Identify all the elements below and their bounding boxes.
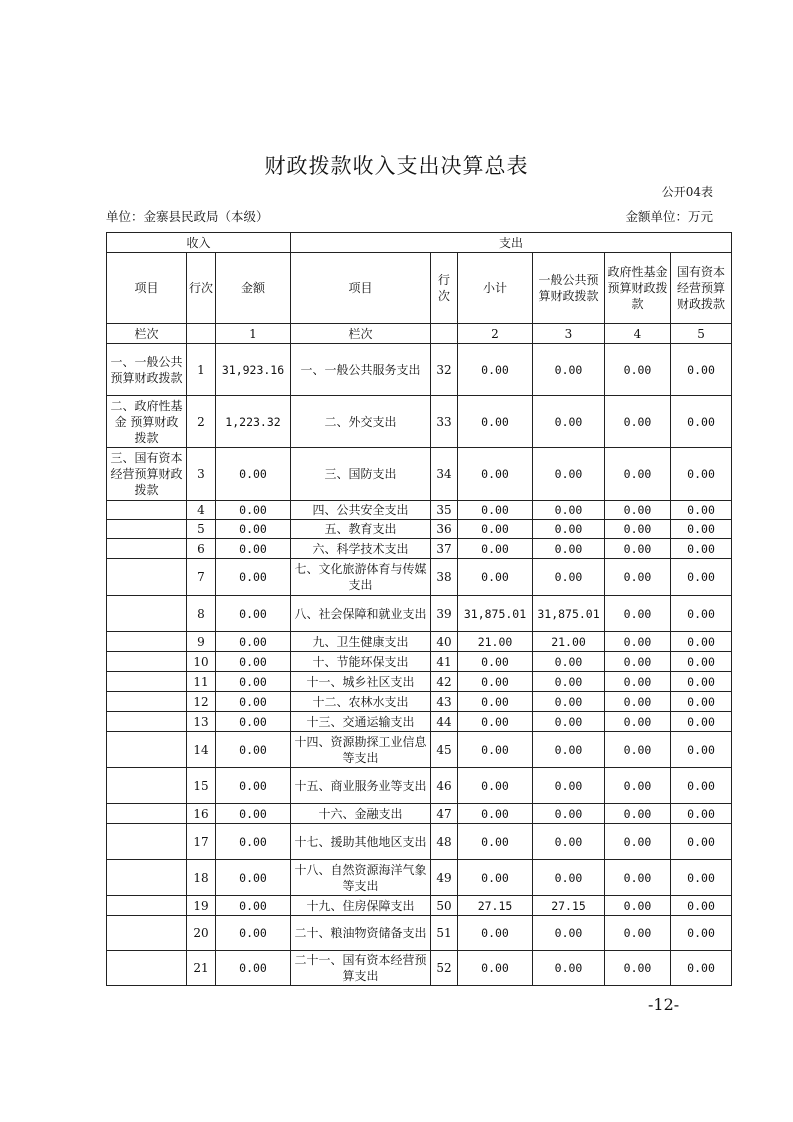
general-budget-value: 0.00 (533, 804, 605, 824)
income-item: 三、国有资本经营预算财政拨款 (107, 448, 187, 501)
state-capital-header: 国有资本经营预算财政拨款 (671, 253, 732, 324)
subtotal-value: 0.00 (458, 448, 533, 501)
table-row (107, 520, 732, 539)
expense-item: 十七、援助其他地区支出 (291, 824, 431, 860)
income-row-no: 20 (187, 916, 216, 951)
general-budget-value: 0.00 (533, 824, 605, 860)
income-amount: 0.00 (216, 824, 291, 860)
table-row (107, 692, 732, 712)
table-row (107, 768, 732, 804)
state-capital-value: 0.00 (671, 520, 732, 539)
income-row-no: 3 (187, 448, 216, 501)
income-amount: 0.00 (216, 804, 291, 824)
income-amount: 0.00 (216, 539, 291, 559)
column-label-expense: 栏次 (291, 324, 431, 344)
table-row (107, 712, 732, 732)
income-amount: 0.00 (216, 692, 291, 712)
state-capital-value: 0.00 (671, 916, 732, 951)
expense-item: 十六、金融支出 (291, 804, 431, 824)
income-item (107, 860, 187, 896)
income-row-no: 4 (187, 501, 216, 520)
table-body (107, 344, 732, 986)
expense-item: 二十一、国有资本经营预算支出 (291, 951, 431, 986)
fund-budget-value: 0.00 (605, 396, 671, 448)
table-row (107, 860, 732, 896)
expense-item: 二、外交支出 (291, 396, 431, 448)
subtotal-value: 0.00 (458, 951, 533, 986)
general-budget-value: 21.00 (533, 632, 605, 652)
subtotal-value: 0.00 (458, 501, 533, 520)
fiscal-summary-table (106, 232, 732, 986)
income-amount: 0.00 (216, 768, 291, 804)
table-row (107, 501, 732, 520)
expense-item: 十五、商业服务业等支出 (291, 768, 431, 804)
state-capital-value: 0.00 (671, 501, 732, 520)
income-item (107, 539, 187, 559)
subtotal-value: 0.00 (458, 672, 533, 692)
income-amount: 0.00 (216, 559, 291, 596)
income-item (107, 712, 187, 732)
subtotal-value: 0.00 (458, 732, 533, 768)
subtotal-value: 0.00 (458, 652, 533, 672)
state-capital-value: 0.00 (671, 712, 732, 732)
subtotal-value: 0.00 (458, 824, 533, 860)
income-amount: 0.00 (216, 596, 291, 632)
fund-budget-value: 0.00 (605, 692, 671, 712)
expense-row-no: 34 (431, 448, 458, 501)
state-capital-value: 0.00 (671, 559, 732, 596)
income-amount: 0.00 (216, 951, 291, 986)
income-item (107, 732, 187, 768)
general-budget-value: 0.00 (533, 652, 605, 672)
subtotal-value: 0.00 (458, 860, 533, 896)
expense-row-no-header: 行次 (431, 253, 458, 324)
column-number-3: 3 (533, 324, 605, 344)
general-budget-header: 一般公共预算财政拨款 (533, 253, 605, 324)
fund-budget-value: 0.00 (605, 520, 671, 539)
income-amount: 0.00 (216, 448, 291, 501)
income-amount: 1,223.32 (216, 396, 291, 448)
income-header: 收入 (107, 233, 291, 253)
general-budget-value: 0.00 (533, 501, 605, 520)
income-item: 二、政府性基金 预算财政拨款 (107, 396, 187, 448)
fund-budget-value: 0.00 (605, 860, 671, 896)
expense-row-no: 48 (431, 824, 458, 860)
state-capital-value: 0.00 (671, 768, 732, 804)
page-title: 财政拨款收入支出决算总表 (264, 154, 529, 178)
state-capital-value: 0.00 (671, 804, 732, 824)
income-item (107, 916, 187, 951)
subtotal-value: 0.00 (458, 692, 533, 712)
income-row-no: 11 (187, 672, 216, 692)
table-row (107, 559, 732, 596)
expense-item: 七、文化旅游体育与传媒支出 (291, 559, 431, 596)
fund-budget-value: 0.00 (605, 768, 671, 804)
subtotal-value: 0.00 (458, 520, 533, 539)
expense-row-no: 40 (431, 632, 458, 652)
fund-budget-value: 0.00 (605, 804, 671, 824)
unit-label: 单位：金寨县民政局（本级） (106, 209, 269, 224)
expense-row-no: 50 (431, 896, 458, 916)
expense-row-no: 49 (431, 860, 458, 896)
state-capital-value: 0.00 (671, 951, 732, 986)
income-row-no: 15 (187, 768, 216, 804)
general-budget-value: 0.00 (533, 712, 605, 732)
state-capital-value: 0.00 (671, 448, 732, 501)
expense-row-no: 45 (431, 732, 458, 768)
general-budget-value: 0.00 (533, 732, 605, 768)
income-row-no: 16 (187, 804, 216, 824)
income-item (107, 672, 187, 692)
general-budget-value: 0.00 (533, 860, 605, 896)
general-budget-value: 0.00 (533, 768, 605, 804)
income-amount: 0.00 (216, 860, 291, 896)
state-capital-value: 0.00 (671, 344, 732, 396)
expense-row-no: 51 (431, 916, 458, 951)
fund-budget-value: 0.00 (605, 652, 671, 672)
fund-budget-value: 0.00 (605, 732, 671, 768)
expense-item: 九、卫生健康支出 (291, 632, 431, 652)
expense-row-no: 52 (431, 951, 458, 986)
general-budget-value: 27.15 (533, 896, 605, 916)
expense-row-no: 38 (431, 559, 458, 596)
income-item (107, 951, 187, 986)
fund-budget-value: 0.00 (605, 916, 671, 951)
fund-budget-value: 0.00 (605, 559, 671, 596)
income-amount: 0.00 (216, 520, 291, 539)
income-row-no: 14 (187, 732, 216, 768)
table-row (107, 396, 732, 448)
subtotal-value: 0.00 (458, 539, 533, 559)
fund-budget-value: 0.00 (605, 596, 671, 632)
subtotal-value: 0.00 (458, 559, 533, 596)
expense-item: 一、一般公共服务支出 (291, 344, 431, 396)
expense-item: 五、教育支出 (291, 520, 431, 539)
income-amount: 0.00 (216, 732, 291, 768)
income-row-no-header: 行次 (187, 253, 216, 324)
income-row-no: 8 (187, 596, 216, 632)
state-capital-value: 0.00 (671, 652, 732, 672)
expense-row-no: 46 (431, 768, 458, 804)
income-row-no: 7 (187, 559, 216, 596)
fund-budget-value: 0.00 (605, 539, 671, 559)
table-row (107, 652, 732, 672)
income-item (107, 501, 187, 520)
expense-item: 十八、自然资源海洋气象等支出 (291, 860, 431, 896)
income-item (107, 596, 187, 632)
income-item (107, 824, 187, 860)
general-budget-value: 0.00 (533, 539, 605, 559)
table-row (107, 951, 732, 986)
income-item (107, 520, 187, 539)
fund-budget-value: 0.00 (605, 712, 671, 732)
general-budget-value: 0.00 (533, 448, 605, 501)
subtotal-value: 31,875.01 (458, 596, 533, 632)
expense-row-no: 44 (431, 712, 458, 732)
table-row (107, 672, 732, 692)
income-row-no: 9 (187, 632, 216, 652)
expense-row-no: 32 (431, 344, 458, 396)
general-budget-value: 0.00 (533, 672, 605, 692)
table-row (107, 632, 732, 652)
expense-item: 三、国防支出 (291, 448, 431, 501)
income-row-no: 19 (187, 896, 216, 916)
fund-budget-value: 0.00 (605, 501, 671, 520)
column-number-2: 2 (458, 324, 533, 344)
fund-budget-value: 0.00 (605, 344, 671, 396)
amount-unit-label: 金额单位：万元 (625, 209, 713, 224)
general-budget-value: 0.00 (533, 520, 605, 539)
subtotal-header: 小计 (458, 253, 533, 324)
income-row-no: 21 (187, 951, 216, 986)
general-budget-value: 0.00 (533, 396, 605, 448)
column-number-4: 4 (605, 324, 671, 344)
column-number-5: 5 (671, 324, 732, 344)
income-amount: 0.00 (216, 501, 291, 520)
expense-row-no: 43 (431, 692, 458, 712)
expense-row-no: 36 (431, 520, 458, 539)
fund-budget-value: 0.00 (605, 448, 671, 501)
expense-row-no: 37 (431, 539, 458, 559)
table-row (107, 732, 732, 768)
income-row-no: 12 (187, 692, 216, 712)
income-amount: 0.00 (216, 672, 291, 692)
income-row-no: 1 (187, 344, 216, 396)
table-row (107, 448, 732, 501)
income-amount: 0.00 (216, 712, 291, 732)
subtotal-value: 21.00 (458, 632, 533, 652)
subtotal-value: 0.00 (458, 916, 533, 951)
general-budget-value: 0.00 (533, 692, 605, 712)
expense-row-no: 42 (431, 672, 458, 692)
income-item (107, 692, 187, 712)
fund-budget-value: 0.00 (605, 951, 671, 986)
income-row-no: 13 (187, 712, 216, 732)
income-row-no: 5 (187, 520, 216, 539)
expense-header: 支出 (291, 233, 732, 253)
table-row (107, 896, 732, 916)
expense-item: 十九、住房保障支出 (291, 896, 431, 916)
income-item (107, 804, 187, 824)
fund-budget-header: 政府性基金预算财政拨款 (605, 253, 671, 324)
income-item (107, 632, 187, 652)
fund-budget-value: 0.00 (605, 632, 671, 652)
table-row (107, 344, 732, 396)
income-row-no: 2 (187, 396, 216, 448)
income-row-no: 10 (187, 652, 216, 672)
column-label-blank (187, 324, 216, 344)
expense-item: 十四、资源勘探工业信息等支出 (291, 732, 431, 768)
column-label-income: 栏次 (107, 324, 187, 344)
state-capital-value: 0.00 (671, 539, 732, 559)
expense-row-no: 35 (431, 501, 458, 520)
expense-item: 十二、农林水支出 (291, 692, 431, 712)
income-amount: 0.00 (216, 916, 291, 951)
table-row (107, 916, 732, 951)
expense-item: 十一、城乡社区支出 (291, 672, 431, 692)
subtotal-value: 0.00 (458, 712, 533, 732)
state-capital-value: 0.00 (671, 396, 732, 448)
expense-item-header: 项目 (291, 253, 431, 324)
income-row-no: 6 (187, 539, 216, 559)
general-budget-value: 0.00 (533, 951, 605, 986)
column-label-blank (431, 324, 458, 344)
state-capital-value: 0.00 (671, 596, 732, 632)
income-row-no: 18 (187, 860, 216, 896)
subtotal-value: 0.00 (458, 768, 533, 804)
general-budget-value: 31,875.01 (533, 596, 605, 632)
income-amount: 0.00 (216, 896, 291, 916)
income-row-no: 17 (187, 824, 216, 860)
page-number: -12- (648, 995, 680, 1014)
general-budget-value: 0.00 (533, 916, 605, 951)
expense-row-no: 47 (431, 804, 458, 824)
income-amount: 0.00 (216, 652, 291, 672)
expense-item: 十三、交通运输支出 (291, 712, 431, 732)
expense-item: 十、节能环保支出 (291, 652, 431, 672)
income-item (107, 768, 187, 804)
subtotal-value: 0.00 (458, 396, 533, 448)
table-row (107, 539, 732, 559)
fund-budget-value: 0.00 (605, 896, 671, 916)
expense-row-no: 33 (431, 396, 458, 448)
expense-item: 八、社会保障和就业支出 (291, 596, 431, 632)
subtotal-value: 0.00 (458, 344, 533, 396)
income-amount: 0.00 (216, 632, 291, 652)
state-capital-value: 0.00 (671, 692, 732, 712)
fund-budget-value: 0.00 (605, 824, 671, 860)
income-amount-header: 金额 (216, 253, 291, 324)
column-number-1: 1 (216, 324, 291, 344)
general-budget-value: 0.00 (533, 559, 605, 596)
income-item (107, 559, 187, 596)
general-budget-value: 0.00 (533, 344, 605, 396)
subtotal-value: 0.00 (458, 804, 533, 824)
state-capital-value: 0.00 (671, 632, 732, 652)
table-row (107, 804, 732, 824)
expense-item: 四、公共安全支出 (291, 501, 431, 520)
state-capital-value: 0.00 (671, 896, 732, 916)
income-item (107, 896, 187, 916)
income-item-header: 项目 (107, 253, 187, 324)
state-capital-value: 0.00 (671, 732, 732, 768)
expense-row-no: 39 (431, 596, 458, 632)
expense-item: 二十、粮油物资储备支出 (291, 916, 431, 951)
state-capital-value: 0.00 (671, 824, 732, 860)
expense-item: 六、科学技术支出 (291, 539, 431, 559)
table-row (107, 596, 732, 632)
state-capital-value: 0.00 (671, 860, 732, 896)
expense-row-no: 41 (431, 652, 458, 672)
form-number: 公开04表 (661, 185, 713, 199)
income-amount: 31,923.16 (216, 344, 291, 396)
fund-budget-value: 0.00 (605, 672, 671, 692)
state-capital-value: 0.00 (671, 672, 732, 692)
income-item: 一、一般公共预算财政拨款 (107, 344, 187, 396)
income-item (107, 652, 187, 672)
subtotal-value: 27.15 (458, 896, 533, 916)
table-row (107, 824, 732, 860)
